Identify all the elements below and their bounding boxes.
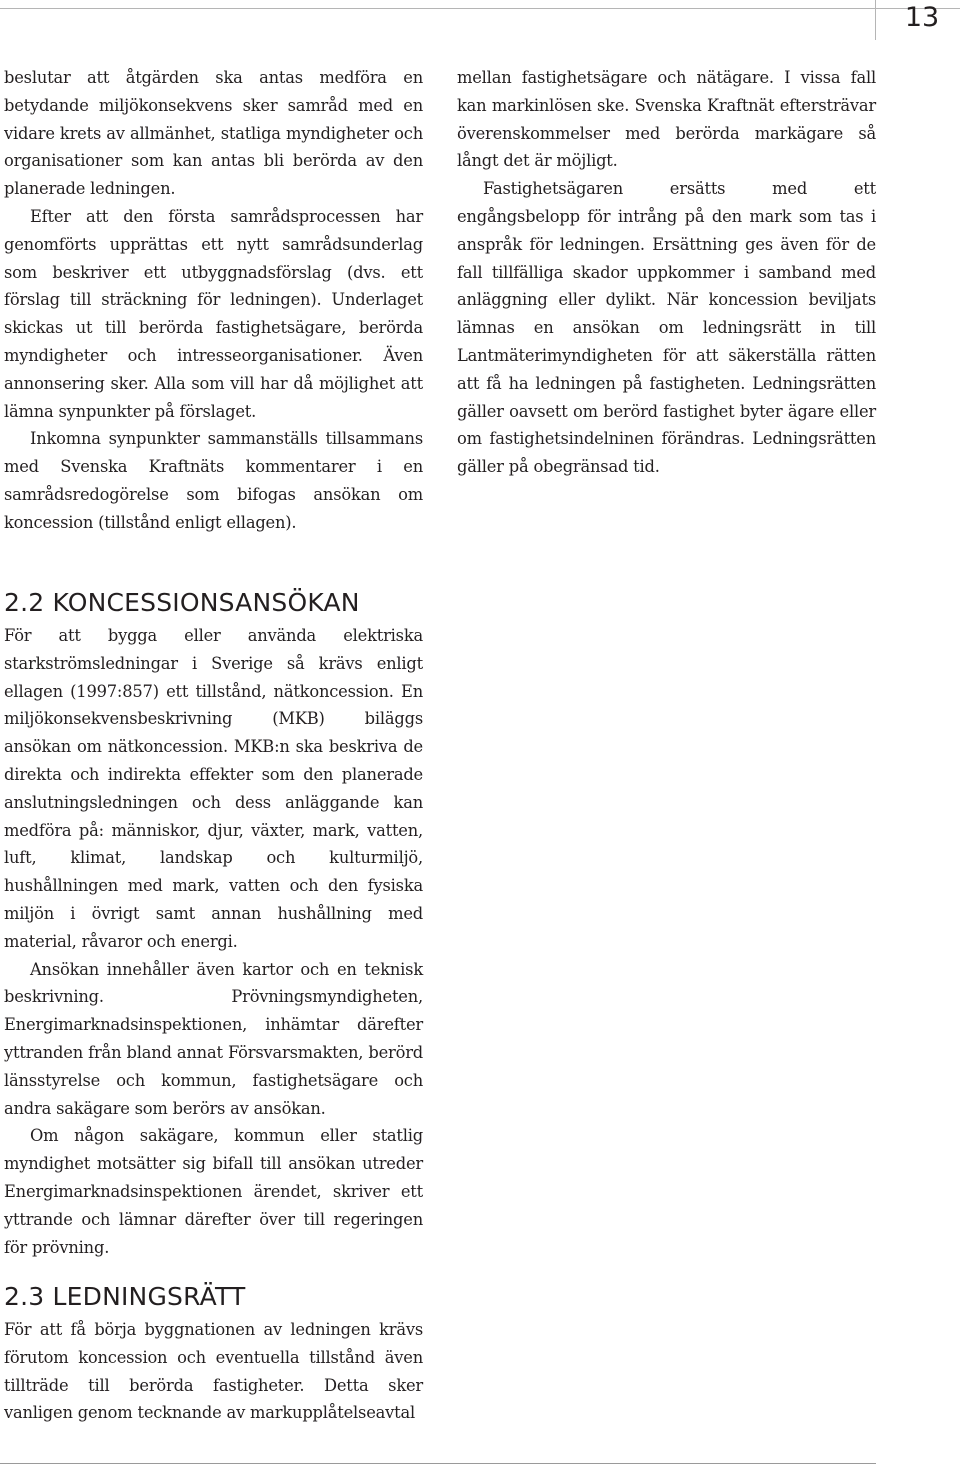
paragraph: Inkomna synpunkter sammanställs tillsammans med Svenska Kraftnäts kommentarer i en samrådsredogörelse som bifogas ansökan om koncession (tillstånd enligt ellagen). — [4, 429, 423, 532]
paragraph: Ansökan innehåller även kartor och en teknisk beskrivning. Prövningsmyndigheten, Energimarknadsinspektionen, inhämtar därefter yttranden från bland annat Försvarsmakten, berörd länsstyrelse och kommun, fastighetsägare och andra sakägare som berörs av ansökan. — [4, 959, 423, 1118]
section-heading-ledningsratt: 2.3 LEDNINGSRÄTT — [4, 1282, 246, 1311]
section-body-koncessionsansokan — [4, 622, 423, 1261]
paragraph: Om någon sakägare, kommun eller statlig myndighet motsätter sig bifall till ansökan utreder Energimarknadsinspektionen ärendet, skriver ett yttrande och lämnar därefter över till regeringen för prövning. — [4, 1126, 423, 1257]
bottom-rule — [0, 1463, 876, 1464]
page-number-divider — [875, 0, 876, 40]
paragraph: För att få börja byggnationen av ledningen krävs förutom koncession och eventuella tillstånd även tillträde till berörda fastigheter. Detta sker vanligen genom tecknande av markupplåtelseavtal — [4, 1320, 423, 1423]
section-heading-koncessionsansokan: 2.2 KONCESSIONSANSÖKAN — [4, 588, 360, 617]
right-column-top — [457, 64, 876, 481]
paragraph: För att bygga eller använda elektriska starkströmsledningar i Sverige så krävs enligt ellagen (1997:857) ett tillstånd, nätkoncession. En miljökonsekvensbeskrivning (MKB) biläggs ansökan om nätkoncession. MKB:n ska beskriva de direkta och indirekta effekter som den planerade anslutningsledningen och dess anläggande kan medföra på: människor, djur, växter, mark, vatten, luft, klimat, landskap och kulturmiljö, hushållningen med mark, vatten och den fysiska miljön i övrigt samt annan hushållning med material, råvaror och energi. — [4, 626, 423, 951]
top-rule — [0, 8, 960, 9]
page-number: 13 — [904, 2, 940, 33]
paragraph: beslutar att åtgärden ska antas medföra en betydande miljökonsekvens sker samråd med en vidare krets av allmänhet, statliga myndigheter och organisationer som kan antas bli berörda av den planerade ledningen. — [4, 68, 423, 199]
paragraph: Fastighetsägaren ersätts med ett engångsbelopp för intrång på den mark som tas i anspråk för ledningen. Ersättning ges även för de fall tillfälliga skador uppkommer i samband med anläggning eller dylikt. När koncession beviljats lämnas en ansökan om ledningsrätt in till Lantmäterimyndigheten för att säkerställa rätten att få ha ledningen på fastigheten. Ledningsrätten gäller oavsett om berörd fastighet byter ägare eller om fastighetsindelninen förändras. Ledningsrätten gäller på obegränsad tid. — [457, 179, 876, 477]
left-column-top — [4, 64, 423, 537]
paragraph: mellan fastighetsägare och nätägare. I vissa fall kan markinlösen ske. Svenska Kraftnät eftersträvar överenskommelser med berörda markägare så långt det är möjligt. — [457, 68, 876, 171]
section-body-ledningsratt — [4, 1316, 423, 1427]
paragraph: Efter att den första samrådsprocessen har genomförts upprättas ett nytt samrådsunderlag som beskriver ett utbyggnadsförslag (dvs. ett förslag till sträckning för ledningen). Underlaget skickas ut till berörda fastighetsägare, berörda myndigheter och intresseorganisationer. Även annonsering sker. Alla som vill har då möjlighet att lämna synpunkter på förslaget. — [4, 206, 423, 421]
